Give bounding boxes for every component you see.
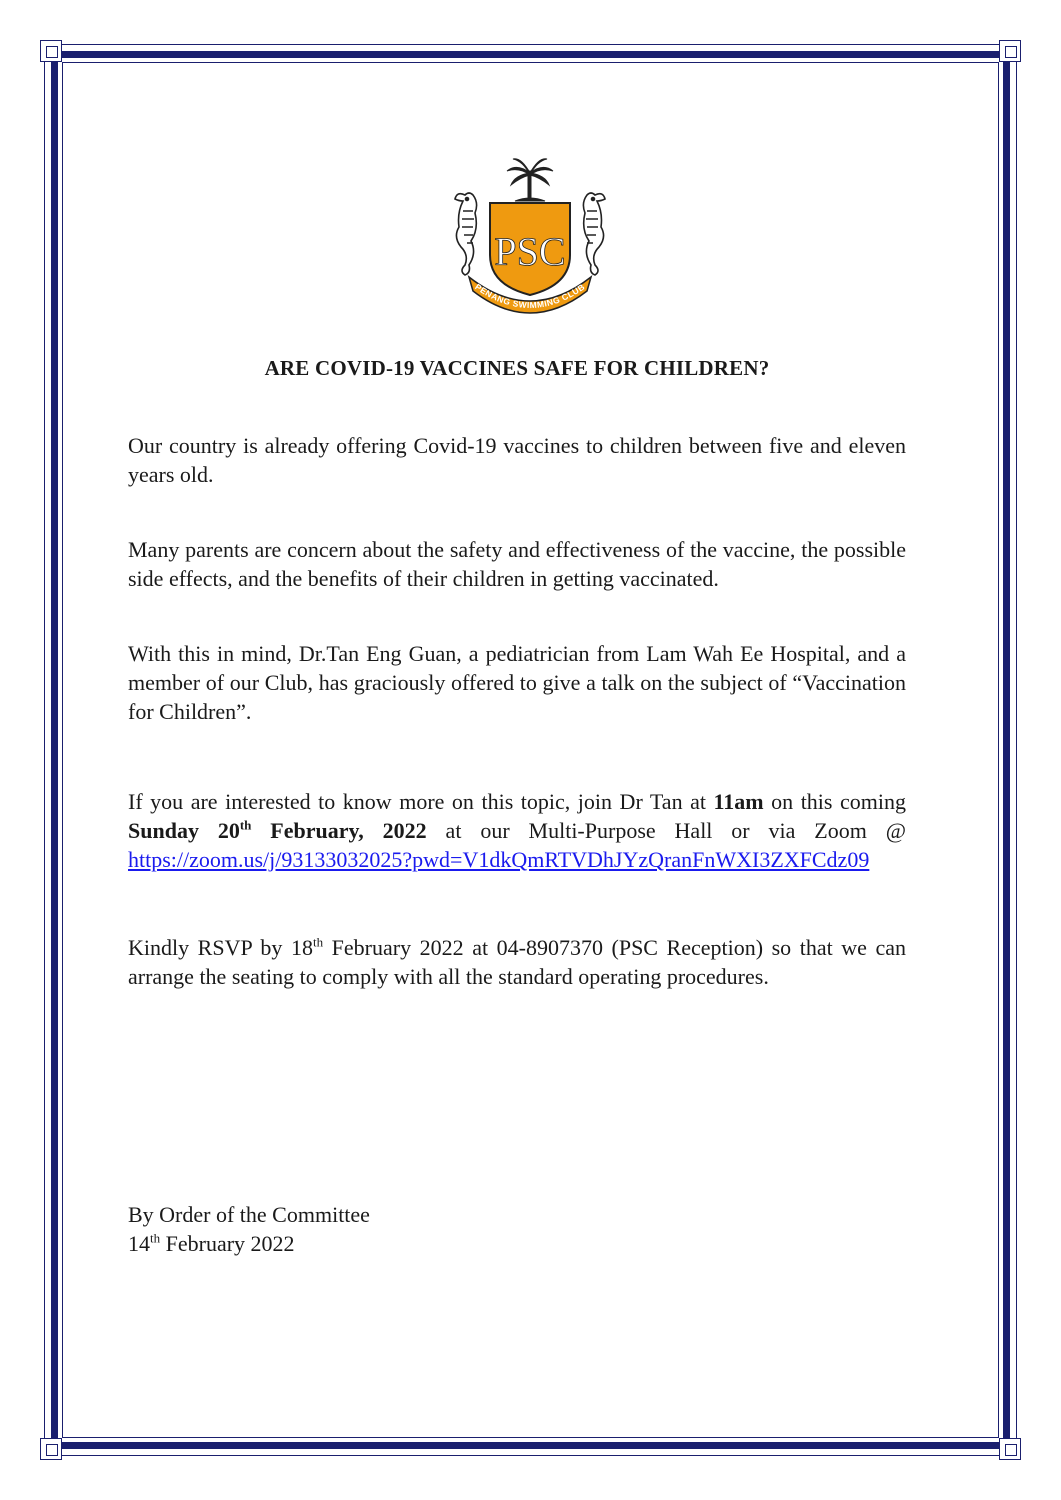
border-corner-bottom-right <box>999 1438 1021 1460</box>
paragraph-concerns: Many parents are concern about the safety and effectiveness of the vaccine, the possible side effects, and the benefits of their children in getting vaccinated. <box>128 537 906 591</box>
zoom-link[interactable]: https://zoom.us/j/93133032025?pwd=V1dkQmRTVDhJYzQranFnWXI3ZXFCdz09 <box>128 847 870 872</box>
signature-date: 14th February 2022 <box>128 1230 295 1256</box>
event-text-1: If you are interested to know more on this topic, join Dr Tan at <box>128 789 714 814</box>
paragraph-rsvp: Kindly RSVP by 18th February 2022 at 04-8907370 (PSC Reception) so that we can arrange the seating to comply with all the standard operating procedures. <box>128 934 907 989</box>
signature-block <box>128 1200 370 1258</box>
crest-ribbon-text: PENANG SWIMMING CLUB <box>473 281 587 311</box>
paragraph-intro: Our country is already offering Covid-19 vaccines to children between five and eleven years old. <box>128 433 906 487</box>
paragraph-event-details <box>128 787 906 874</box>
page-title: ARE COVID-19 VACCINES SAFE FOR CHILDREN? <box>264 356 770 380</box>
seahorse-right-icon <box>583 193 605 275</box>
paragraph-speaker: With this in mind, Dr.Tan Eng Guan, a pediatrician from Lam Wah Ee Hospital, and a member of our Club, has graciously offered to give a talk on the subject of “Vaccination for Children”. <box>128 641 906 724</box>
border-corner-top-right <box>999 40 1021 62</box>
club-crest-logo <box>435 155 625 315</box>
event-date: Sunday 20th February, 2022 <box>128 817 427 843</box>
border-corner-bottom-left <box>40 1438 62 1460</box>
seahorse-left-icon <box>455 193 477 275</box>
event-time: 11am <box>713 789 764 814</box>
event-text-2: on this coming <box>763 789 907 814</box>
crest-initials: PSC <box>494 229 566 274</box>
palm-tree-icon <box>507 159 553 201</box>
signature-line: By Order of the Committee <box>128 1202 370 1227</box>
border-corner-top-left <box>40 40 62 62</box>
event-text-3: at our Multi-Purpose Hall or via Zoom @ <box>426 818 906 843</box>
